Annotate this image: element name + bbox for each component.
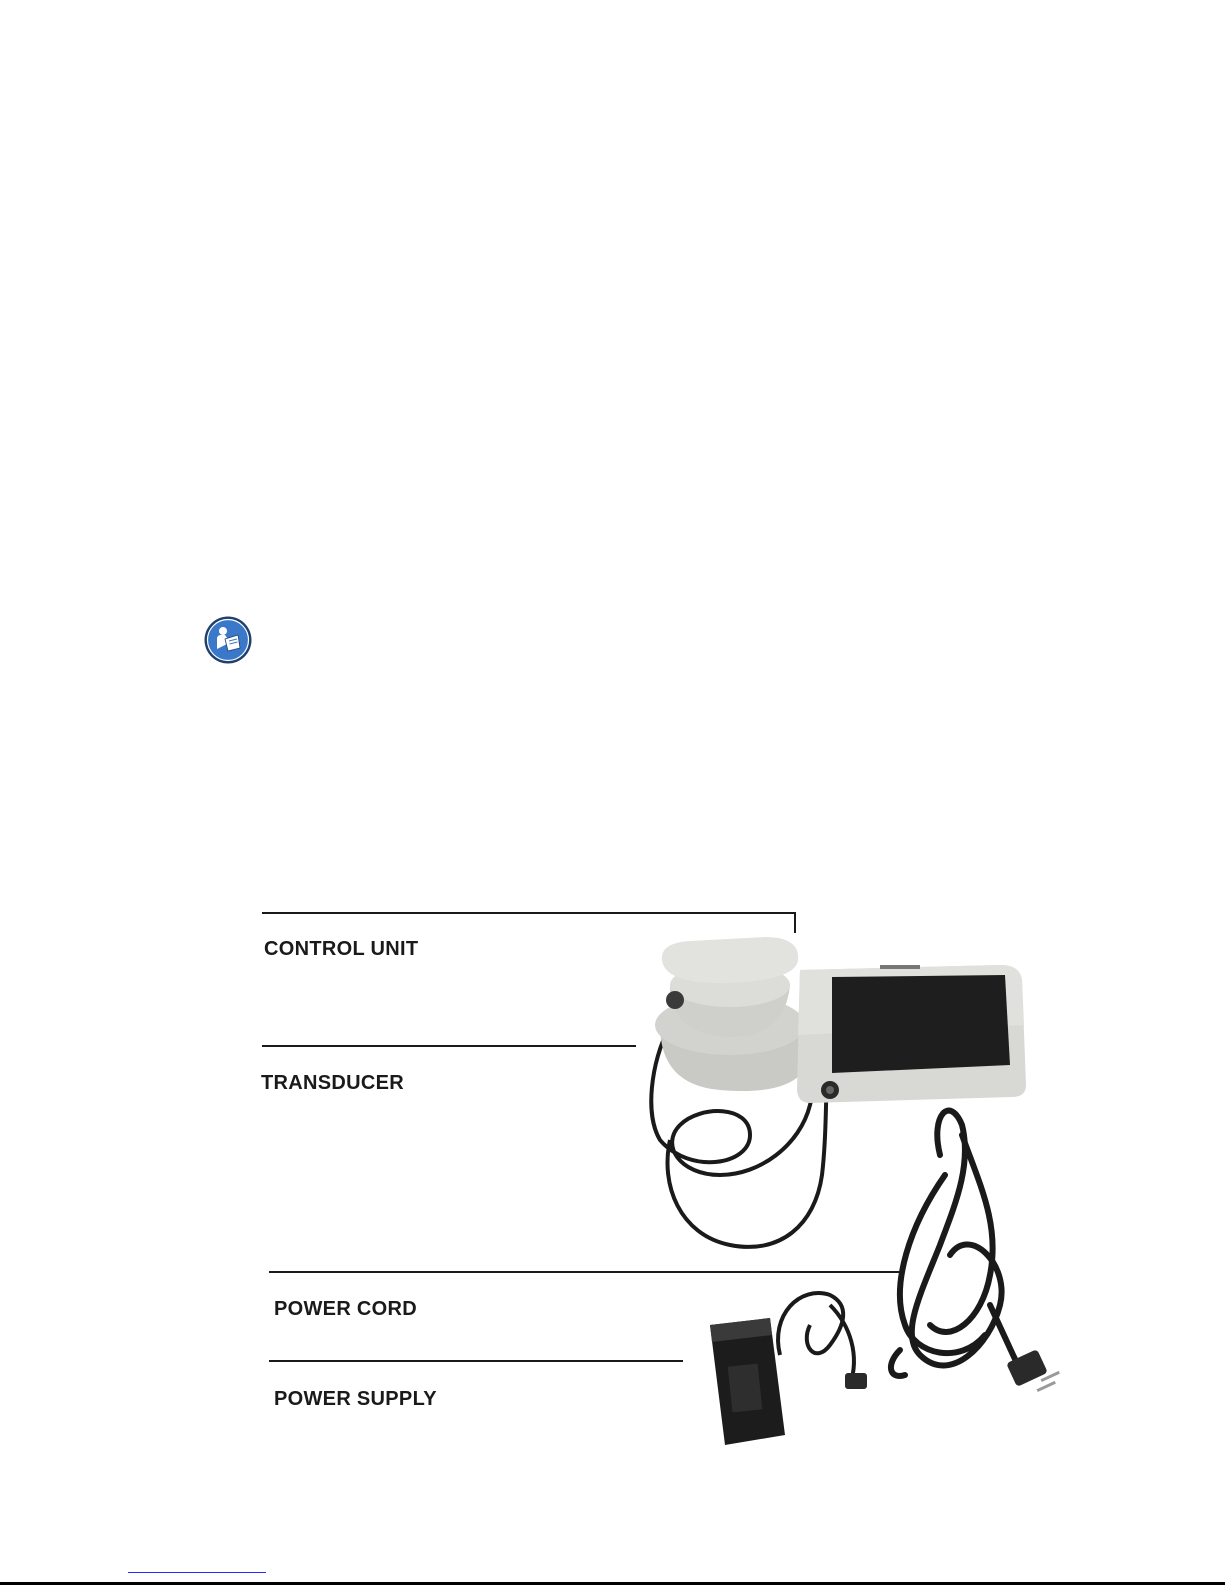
power-cord-image — [891, 1111, 1020, 1376]
footer-link-underline — [128, 1572, 266, 1573]
read-manual-icon — [203, 615, 253, 665]
transducer-label: TRANSDUCER — [261, 1072, 404, 1094]
control-unit-label: CONTROL UNIT — [264, 938, 419, 960]
transducer-rule — [262, 1045, 636, 1047]
device-components-photo — [600, 925, 1080, 1455]
control-unit-rule — [262, 912, 796, 914]
power-supply-label: POWER SUPPLY — [274, 1388, 437, 1410]
power-cord-label: POWER CORD — [274, 1298, 417, 1320]
transducer-image — [655, 937, 805, 1091]
control-unit-image — [797, 965, 1026, 1103]
power-supply-image — [710, 1293, 867, 1445]
